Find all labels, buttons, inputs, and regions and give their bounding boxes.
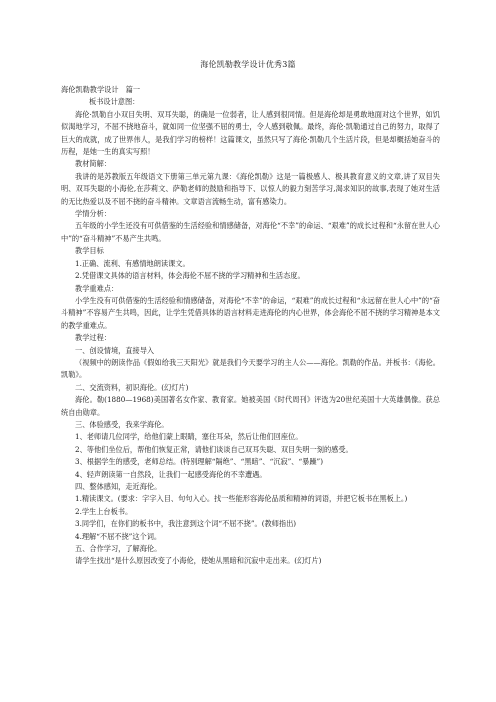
paragraph: 学情分析：	[75, 209, 111, 219]
paragraph: 3.同学们，在你们的板书中，我注意到这个词“不屈不挠”。(教师指出)	[75, 519, 297, 529]
paragraph: 2、等他们坐位后，帮他们恢复正常，请他们谈谈自己双耳失聪、双目失明一刻的感受。	[75, 444, 353, 454]
paragraph: 五、合作学习，了解海伦。	[75, 544, 162, 554]
paragraph: 教学重难点：	[75, 283, 119, 293]
paragraph: 教材简解：	[75, 159, 111, 169]
paragraph: 1、老师请几位同学，给他们蒙上眼睛，塞住耳朵，然后让他们回座位。	[75, 432, 303, 442]
paragraph: 1.正确、流利、有感情地朗读课文。	[75, 258, 190, 268]
paragraph: 三、体验感受，我来学海伦。	[75, 419, 169, 429]
paragraph: 教学目标	[75, 246, 104, 256]
paragraph: 板书设计意图：	[89, 97, 140, 107]
document-body	[61, 84, 440, 568]
paragraph: 海伦凯勒教学设计 篇一	[61, 85, 141, 94]
paragraph: 请学生找出“是什么原因改变了小海伦，使她从黑暗和沉寂中走出来。(幻灯片)	[75, 556, 322, 566]
paragraph: 4、轻声朗读第一自然段，让我们一起感受海伦的不幸遭遇。	[75, 469, 267, 479]
paragraph: 1.精读课文。(要求：字字入目、句句入心。找一些能形容海伦品质和精神的词语，并把它板书在黑板上。)	[75, 494, 408, 504]
paragraph: 4.理解“不屈不挠”这个词。	[75, 531, 162, 541]
paragraph: （视频中的朗读作品《假如给我三天阳光》就是我们今天要学习的主人公——海伦。凯勒的作品。并板书：《海伦。凯勒》。	[61, 357, 440, 380]
document-title: 海伦凯勒教学设计优秀3篇	[200, 60, 296, 69]
paragraph: 2.凭借课文具体的语言材料，体会海伦不屈不挠的学习精神和生活态度。	[75, 271, 305, 281]
paragraph: 3、根据学生的感受，老师总结。(特别理解“隔绝”、“黑暗”、“沉寂”、“暴躁”)	[75, 457, 324, 467]
paragraph: 教学过程：	[75, 333, 111, 343]
paragraph: 海伦。勒(1880—1968)美国著名女作家、教育家。她被美国《时代周刊》评选为20世纪美国十大英雄偶像。获总统自由勋章。	[61, 395, 440, 417]
paragraph: 海伦·凯勒自小双目失明、双耳失聪，的确是一位弱者，让人感到很同情。但是海伦却是勇敢地面对这个世界，如饥似渴地学习，不屈不挠地奋斗，就如同一位坚强不屈的勇士，令人感到敬佩。最终，海伦·凯勒通过自己的努力，取得了巨大的成就，成了世界伟人，是我们学习的榜样！这篇课文，虽然只写了海伦·凯勒几个生活片段，但是却概括她奋斗的历程，是她一生的真实写照！	[61, 109, 440, 157]
paragraph: 小学生没有可供借鉴的生活经验和情感储备，对海伦“不幸”的命运，“艰难”的成长过程和“永远留在世人心中”的“奋斗精神”不容易产生共鸣，因此，让学生凭借具体的语言材料走进海伦的内心世界，体会海伦不屈不挠的学习精神是本文的教学重难点。	[61, 295, 440, 330]
paragraph: 五年级的小学生还没有可供借鉴的生活经验和情感储备，对海伦“不幸”的命运、“艰难”的成长过程和“永留在世人心中”的“奋斗精神”不易产生共鸣。	[61, 221, 440, 243]
paragraph: 我讲的是苏教版五年级语文下册第三单元第九课：《海伦凯勒》这是一篇极感人、极具教育意义的文章,讲了双目失明、双耳失聪的小海伦,在莎莉文、萨勒老师的鼓励和指导下、以惊人的毅力刻苦学习,渴求知识的故事,表现了她对生活的无比热爱以及不屈不挠的奋斗精神。文章语言流畅生动，富有感染力。	[61, 171, 440, 206]
paragraph: 二、交流资料，初识海伦。(幻灯片)	[75, 382, 189, 392]
paragraph: 2.学生上台板书。	[75, 506, 133, 516]
paragraph: 四、整体感知，走近海伦。	[75, 482, 162, 491]
paragraph: 一、创设情境，直接导入	[75, 345, 155, 355]
